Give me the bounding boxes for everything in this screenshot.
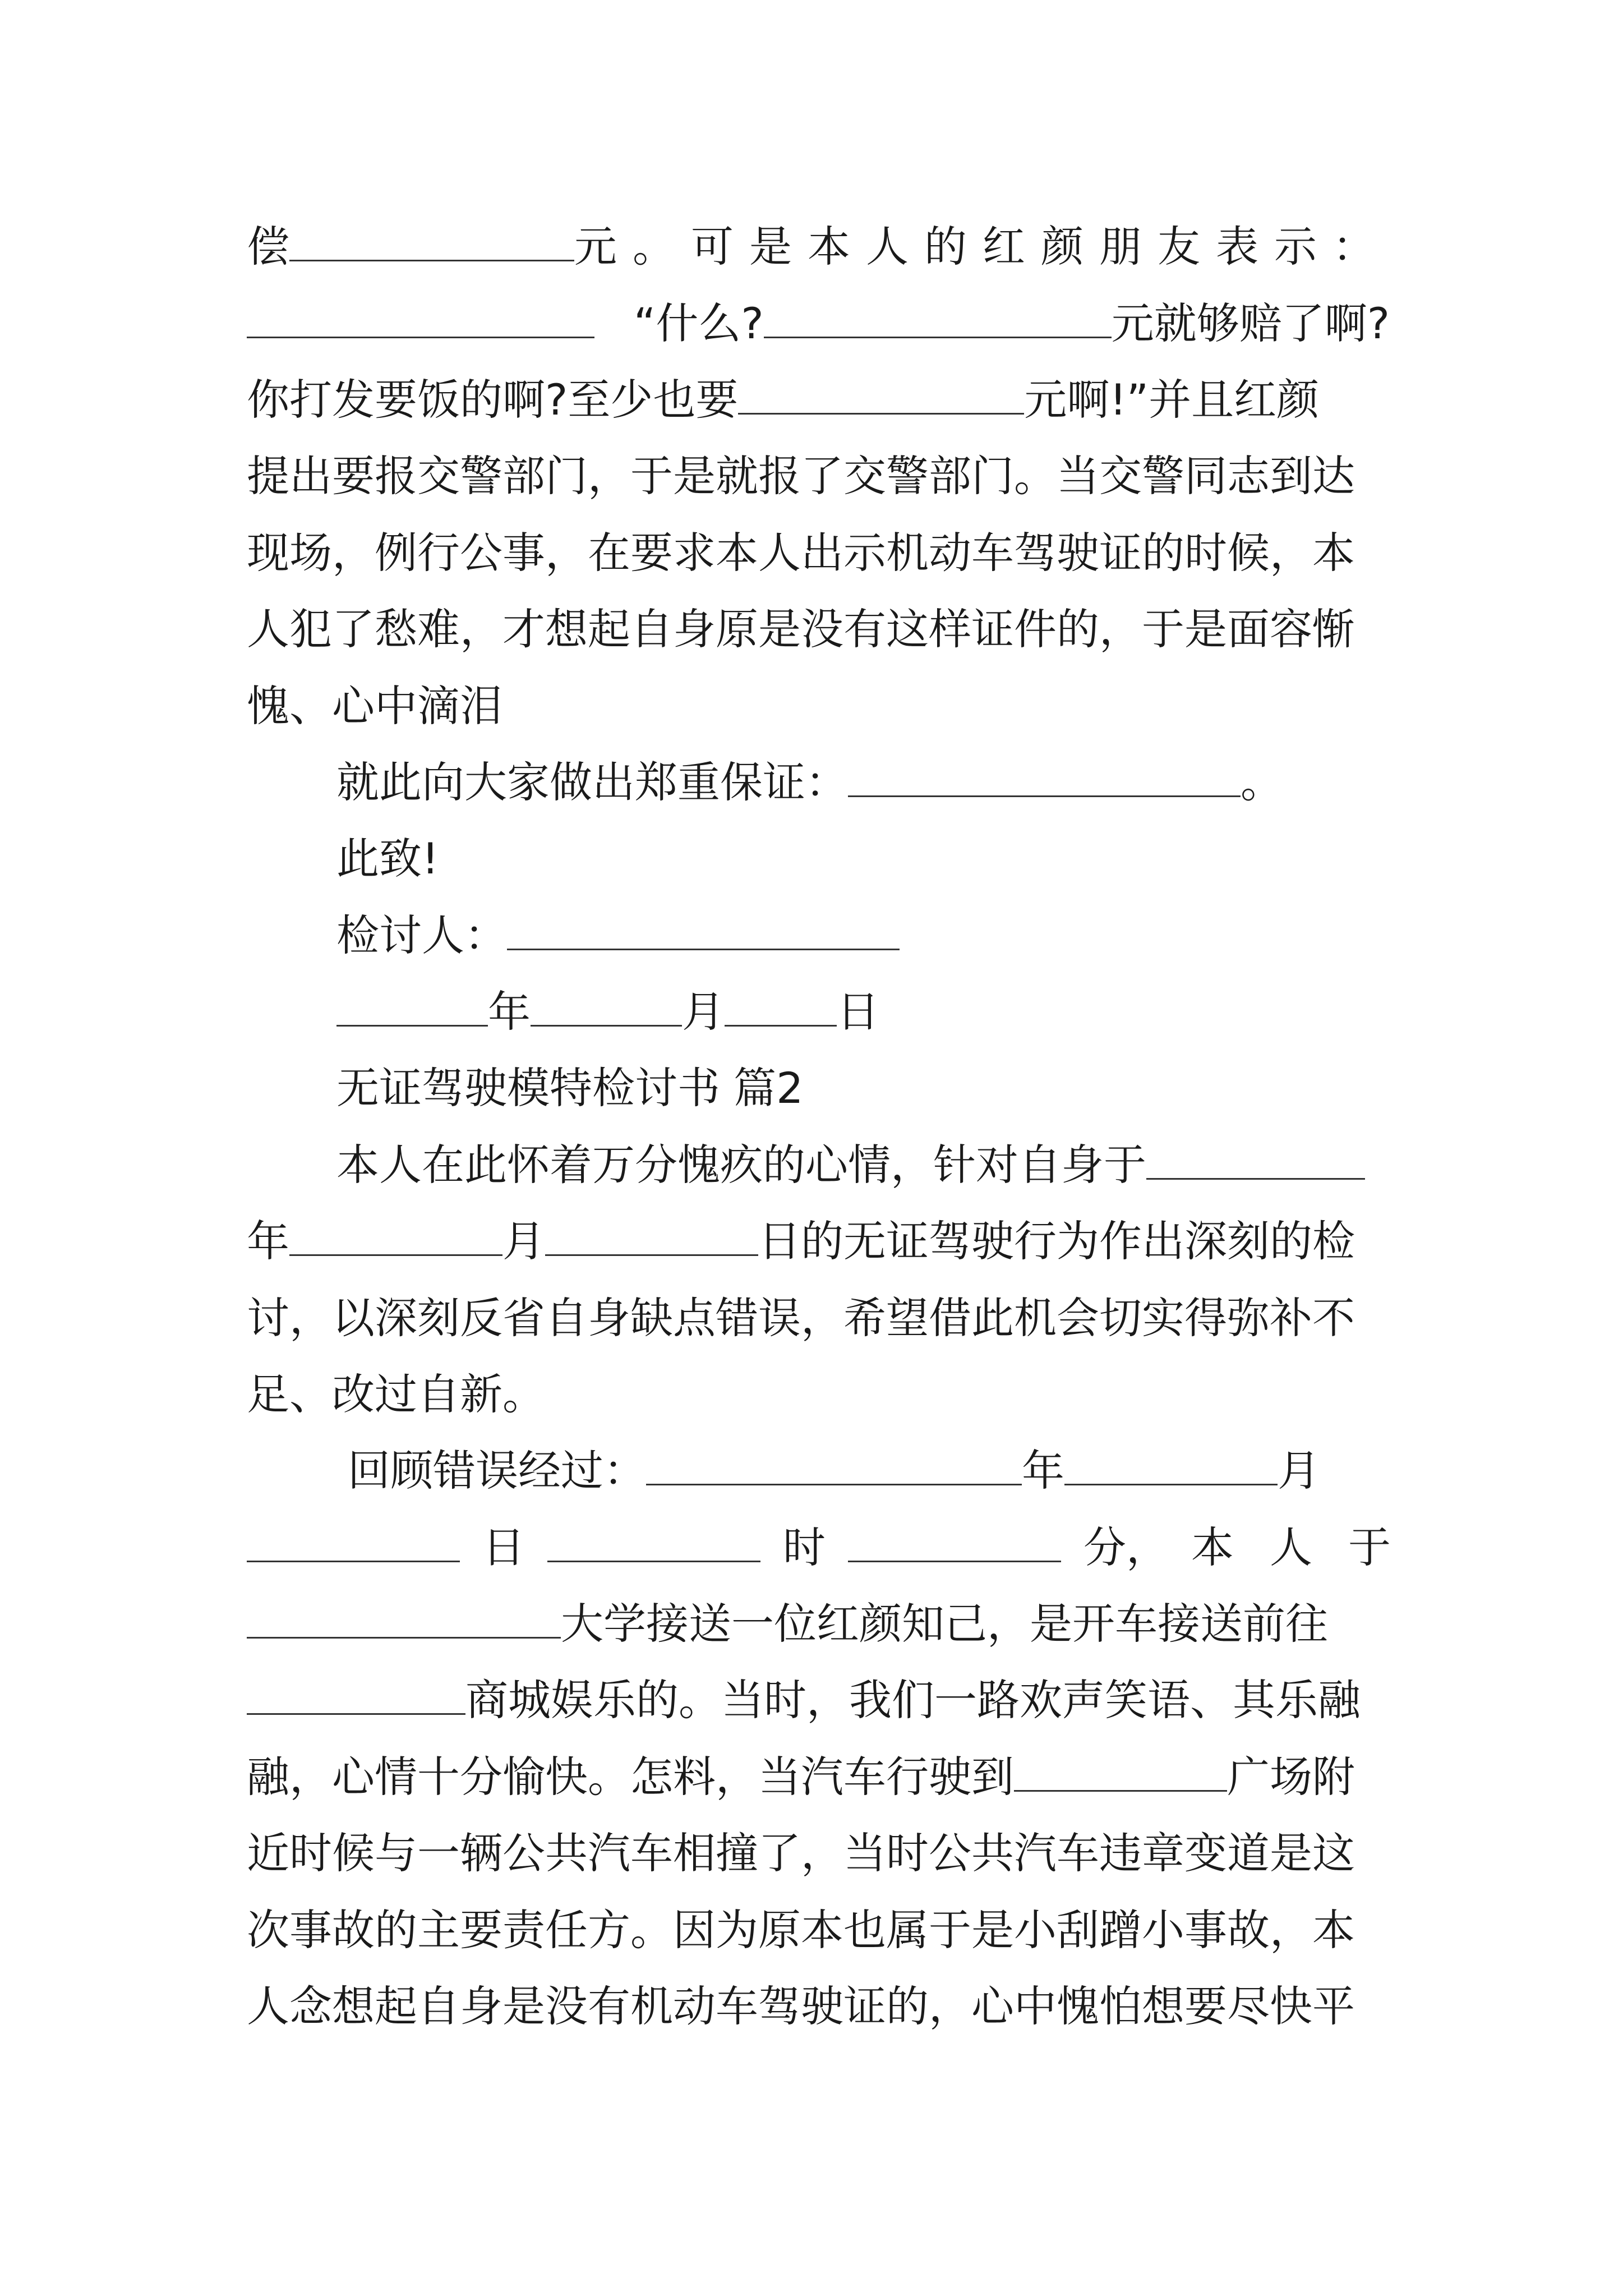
text-line-1 [247, 216, 1391, 278]
text-line-13 [336, 1134, 1391, 1196]
text-segment: 日的无证驾驶行为作出深刻的检 [758, 1216, 1355, 1266]
text-line-5: 现场，例行公事，在要求本人出示机动车驾驶证的时候，本 [247, 528, 1355, 578]
fill-in-blank [848, 753, 1241, 797]
section-title: 无证驾驶模特检讨书 篇2 [336, 1063, 804, 1113]
text-line-9: 此致! [336, 834, 439, 884]
fill-in-blank [646, 1441, 1022, 1485]
fill-in-blank [547, 1518, 760, 1562]
text-segment: 。 [1241, 757, 1283, 807]
fill-in-blank [545, 1212, 758, 1256]
text-line-15: 讨，以深刻反省自身缺点错误，希望借此机会切实得弥补不 [247, 1293, 1355, 1343]
fill-in-blank [247, 1518, 460, 1562]
text-segment: 元。可是本人的红颜朋友表示： [574, 222, 1391, 272]
text-segment: 本人于 [1191, 1522, 1427, 1572]
fill-in-blank [247, 1594, 561, 1639]
text-segment: 月 [502, 1216, 545, 1266]
text-segment: 检讨人： [336, 910, 507, 960]
fill-in-blank [289, 1212, 502, 1256]
fill-in-blank [738, 370, 1024, 415]
text-segment: 融，心情十分愉快。怎料，当汽车行驶到 [247, 1752, 1014, 1802]
fill-in-blank [247, 1671, 465, 1715]
text-segment: 你打发要饭的啊?至少也要 [247, 375, 739, 425]
fill-in-blank [1014, 1747, 1227, 1792]
text-segment: 回顾错误经过： [348, 1446, 646, 1496]
text-segment: 本人在此怀着万分愧疚的心情，针对自身于 [336, 1140, 1146, 1190]
text-line-7: 愧、心中滴泪 [247, 681, 502, 731]
text-line-14 [247, 1211, 1391, 1272]
text-segment: 就此向大家做出郑重保证： [336, 757, 848, 807]
text-segment: “什么? [634, 298, 764, 348]
text-segment: 大学接送一位红颜知己，是开车接送前往 [561, 1599, 1328, 1649]
text-line-17 [348, 1440, 1391, 1502]
fill-in-blank [725, 982, 837, 1027]
text-segment: 广场附 [1227, 1752, 1355, 1802]
text-line-16: 足、改过自新。 [247, 1369, 545, 1419]
text-segment: 元就够赔了啊? [1111, 298, 1390, 348]
text-line-20 [247, 1669, 1391, 1731]
fill-in-blank [764, 294, 1112, 338]
fill-in-blank [531, 982, 682, 1027]
fill-in-blank [289, 217, 574, 261]
fill-in-blank [247, 294, 594, 338]
fill-in-blank [336, 982, 488, 1027]
text-segment: 日 [837, 987, 879, 1037]
text-line-24: 人念想起自身是没有机动车驾驶证的，心中愧怕想要尽快平 [247, 1981, 1355, 2031]
text-segment: 元啊!”并且红颜 [1024, 375, 1320, 425]
text-segment: 时 [783, 1522, 826, 1572]
fill-in-blank [1146, 1135, 1365, 1180]
text-line-3 [247, 369, 1391, 431]
fill-in-blank [848, 1518, 1061, 1562]
text-segment: 月 [682, 987, 725, 1037]
text-segment: 年 [1022, 1446, 1064, 1496]
text-segment: 月 [1278, 1446, 1320, 1496]
text-line-22: 近时候与一辆公共汽车相撞了，当时公共汽车违章变道是这 [247, 1828, 1355, 1878]
text-segment: 商城娱乐的。当时，我们一路欢声笑语、其乐融 [465, 1675, 1361, 1725]
date-line [336, 981, 1391, 1043]
text-line-6: 人犯了愁难，才想起自身原是没有这样证件的，于是面容惭 [247, 604, 1355, 654]
text-line-8 [336, 752, 1391, 813]
fill-in-blank [1064, 1441, 1278, 1485]
text-line-23: 次事故的主要责任方。因为原本也属于是小刮蹭小事故，本 [247, 1905, 1355, 1955]
signature-line [336, 905, 1391, 967]
text-line-18 [247, 1517, 1427, 1579]
text-line-21 [247, 1746, 1391, 1808]
text-segment: 年 [488, 987, 531, 1037]
text-segment: 偿 [247, 222, 289, 272]
text-segment: 年 [247, 1216, 289, 1266]
text-line-4: 提出要报交警部门，于是就报了交警部门。当交警同志到达 [247, 451, 1355, 501]
text-segment: 分， [1083, 1522, 1169, 1572]
text-line-2 [247, 293, 1391, 355]
fill-in-blank [507, 906, 900, 950]
text-line-19 [247, 1593, 1391, 1655]
text-segment: 日 [482, 1522, 525, 1572]
